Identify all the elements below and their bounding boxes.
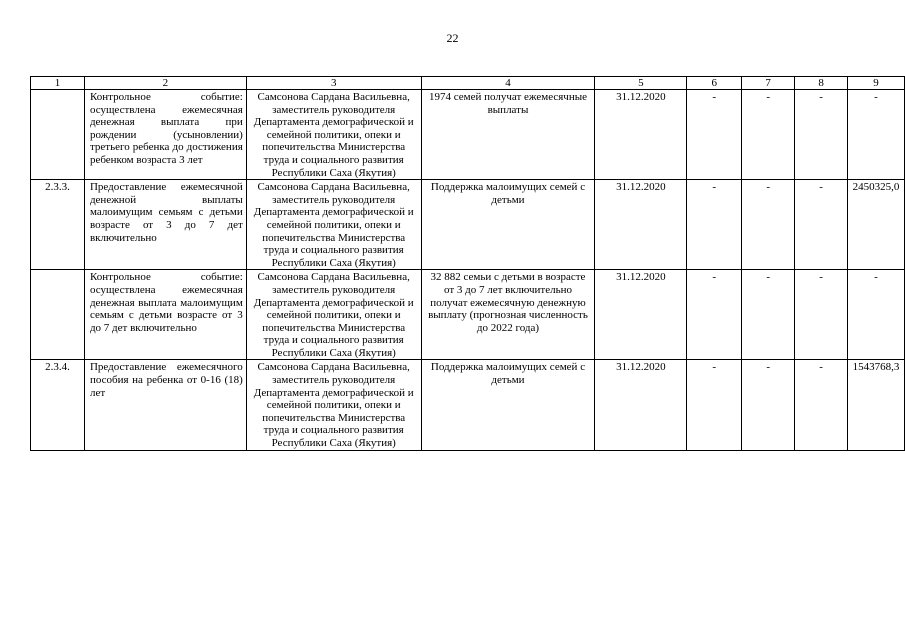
deadline-date: 31.12.2020 [595,360,687,450]
deadline-date: 31.12.2020 [595,90,687,180]
column-header-3: 3 [246,77,421,90]
column-header-4: 4 [421,77,595,90]
col8-value: - [795,180,848,270]
column-header-8: 8 [795,77,848,90]
funding-amount: - [848,90,905,180]
responsible-person: Самсонова Сардана Васильевна, заместитель руководителя Департамента демографической и семейной политики, опеки и попечительства Министерства труда и социального развития Республики Саха (Якутия) [246,270,421,360]
col7-value: - [742,180,795,270]
column-header-2: 2 [84,77,246,90]
col6-value: - [687,270,742,360]
measure-name: Контрольное событие: осуществлена ежемесячная денежная выплата при рождении (усыновлении) третьего ребенка до достижения ребенком возраста 3 лет [84,90,246,180]
col6-value: - [687,180,742,270]
column-header-5: 5 [595,77,687,90]
row-number: 2.3.4. [31,360,85,450]
expected-result: 32 882 семьи с детьми в возрасте от 3 до 7 лет включительно получат ежемесячную денежную выплату (прогнозная численность до 2022 года) [421,270,595,360]
funding-amount: 2450325,0 [848,180,905,270]
column-header-9: 9 [848,77,905,90]
expected-result: Поддержка малоимущих семей с детьми [421,360,595,450]
measure-name: Контрольное событие: осуществлена ежемесячная денежная выплата малоимущим семьям с детьми возрасте от 3 до 7 дет включительно [84,270,246,360]
measure-name: Предоставление ежемесячной денежной выплаты малоимущим семьям с детьми возрасте от 3 до 7 дет включительно [84,180,246,270]
expected-result: Поддержка малоимущих семей с детьми [421,180,595,270]
column-header-1: 1 [31,77,85,90]
expected-result: 1974 семей получат ежемесячные выплаты [421,90,595,180]
page-number: 22 [446,31,459,45]
funding-amount: 1543768,3 [848,360,905,450]
col8-value: - [795,90,848,180]
column-header-7: 7 [742,77,795,90]
deadline-date: 31.12.2020 [595,180,687,270]
table-row [31,180,905,270]
responsible-person: Самсонова Сардана Васильевна, заместитель руководителя Департамента демографической и семейной политики, опеки и попечительства Министерства труда и социального развития Республики Саха (Якутия) [246,90,421,180]
col6-value: - [687,360,742,450]
column-header-6: 6 [687,77,742,90]
row-number [31,90,85,180]
responsible-person: Самсонова Сардана Васильевна, заместитель руководителя Департамента демографической и семейной политики, опеки и попечительства Министерства труда и социального развития Республики Саха (Якутия) [246,360,421,450]
col7-value: - [742,360,795,450]
col8-value: - [795,270,848,360]
column-number-row [31,77,905,90]
col8-value: - [795,360,848,450]
responsible-person: Самсонова Сардана Васильевна, заместитель руководителя Департамента демографической и семейной политики, опеки и попечительства Министерства труда и социального развития Республики Саха (Якутия) [246,180,421,270]
table-row [31,360,905,450]
col6-value: - [687,90,742,180]
col7-value: - [742,90,795,180]
measures-table [30,76,905,451]
table-row [31,270,905,360]
funding-amount: - [848,270,905,360]
row-number: 2.3.3. [31,180,85,270]
table-row [31,90,905,180]
measure-name: Предоставление ежемесячного пособия на ребенка от 0-16 (18) лет [84,360,246,450]
deadline-date: 31.12.2020 [595,270,687,360]
row-number [31,270,85,360]
col7-value: - [742,270,795,360]
